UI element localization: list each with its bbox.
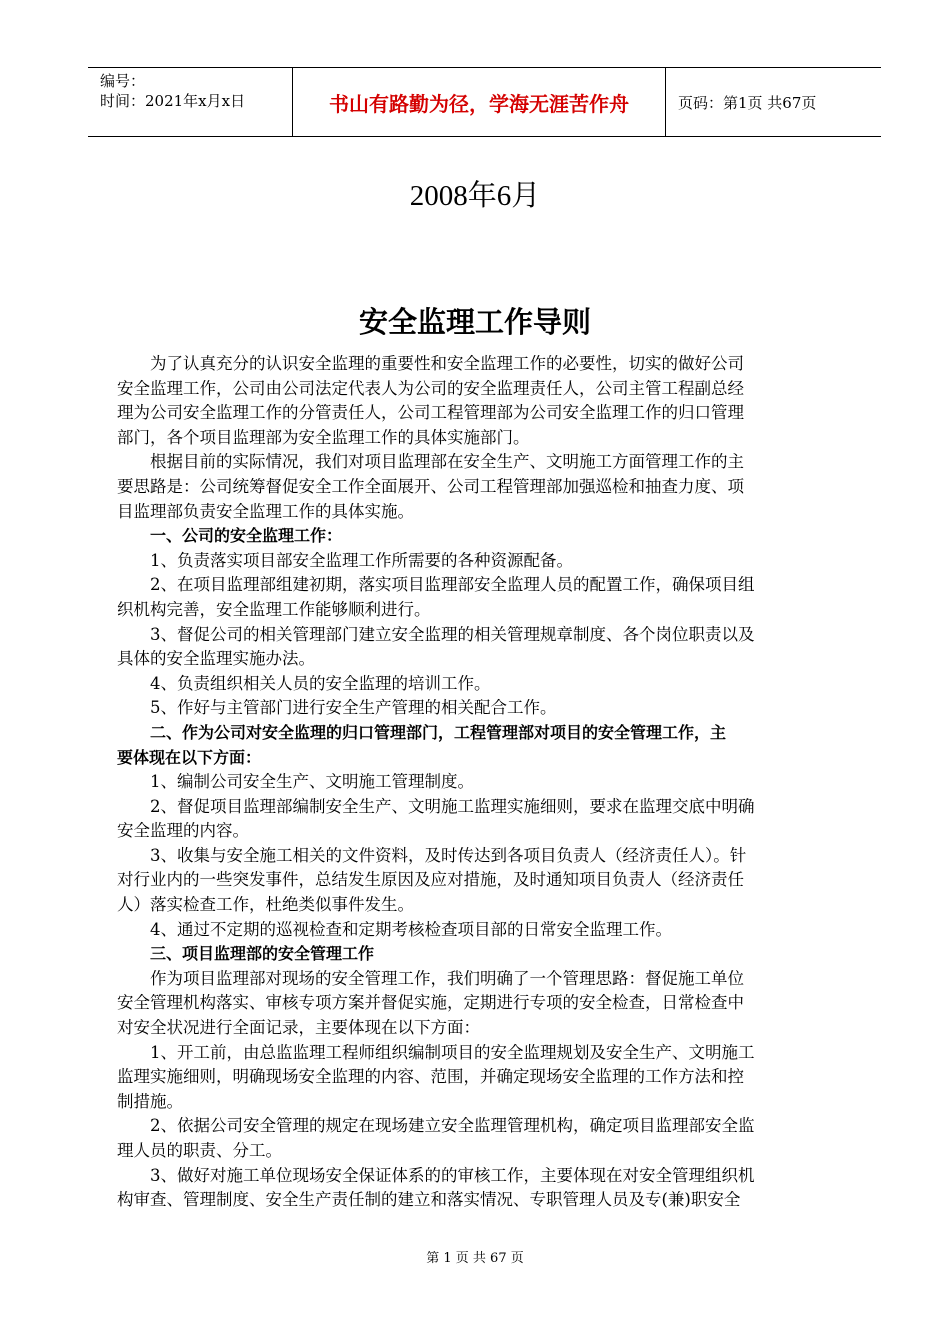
header-meta-cell xyxy=(88,68,293,136)
paragraph: 1、编制公司安全生产、文明施工管理制度。 xyxy=(150,772,474,792)
paragraph: 5、作好与主管部门进行安全生产管理的相关配合工作。 xyxy=(150,698,557,718)
paragraph: 3、收集与安全施工相关的文件资料，及时传达到各项目负责人（经济责任人）。针 对行业内的一些突发事件，总结发生原因及应对措施，及时通知项目负责人（经济责任 人）落实检查工作，杜绝类似事件发生。 xyxy=(117,845,747,915)
paragraph: 作为项目监理部对现场的安全管理工作，我们明确了一个管理思路：督促施工单位 安全管理机构落实、审核专项方案并督促实施，定期进行专项的安全检查，日常检查中 对安全状况进行全面记录，主要体现在以下方面： xyxy=(117,968,744,1038)
paragraph: 2、在项目监理部组建初期，落实项目监理部安全监理人员的配置工作，确保项目组 织机构完善，安全监理工作能够顺利进行。 xyxy=(117,575,755,619)
code-label: 编号： xyxy=(100,72,146,90)
document-body xyxy=(117,352,858,1213)
paragraph: 2、督促项目监理部编制安全生产、文明施工监理实施细则，要求在监理交底中明确 安全监理的内容。 xyxy=(117,796,755,841)
header-motto: 书山有路勤为径，学海无涯苦作舟 xyxy=(293,68,666,136)
paragraph: 1、负责落实项目部安全监理工作所需要的各种资源配备。 xyxy=(150,550,573,570)
paragraph: 3、督促公司的相关管理部门建立安全监理的相关管理规章制度、各个岗位职责以及 具体的安全监理实施办法。 xyxy=(117,624,755,669)
page-footer: 第 1 页 共 67 页 xyxy=(426,1251,524,1266)
document-date: 2008年6月 xyxy=(409,180,541,212)
time-label: 时间：2021年x月x日 xyxy=(100,92,246,110)
paragraph: 2、依据公司安全管理的规定在现场建立安全监理管理机构，确定项目监理部安全监 理人员的职责、分工。 xyxy=(117,1116,755,1160)
paragraph: 为了认真充分的认识安全监理的重要性和安全监理工作的必要性，切实的做好公司 安全监理工作，公司由公司法定代表人为公司的安全监理责任人，公司主管工程副总经 理为公司安全监理工作的分管责任人，公司工程管理部为公司安全监理工作的归口管理 部门，各个项目监理部为安全监理工作的具体实施部门。 xyxy=(117,354,744,447)
paragraph: 根据目前的实际情况，我们对项目监理部在安全生产、文明施工方面管理工作的主 要思路是：公司统筹督促安全工作全面展开、公司工程管理部加强巡检和抽查力度、项 目监理部负责安全监理工作的具体实施。 xyxy=(117,452,744,521)
paragraph: 1、开工前，由总监监理工程师组织编制项目的安全监理规划及安全生产、文明施工 监理实施细则，明确现场安全监理的内容、范围，并确定现场安全监理的工作方法和控 制措施。 xyxy=(117,1042,755,1111)
section-heading: 一、公司的安全监理工作： xyxy=(150,526,343,546)
section-heading: 三、项目监理部的安全管理工作 xyxy=(150,944,375,964)
header-page-label: 页码：第1页 共67页 xyxy=(678,93,817,112)
document-title: 安全监理工作导则 xyxy=(358,305,591,339)
paragraph: 4、通过不定期的巡视检查和定期考核检查项目部的日常安全监理工作。 xyxy=(150,919,672,939)
page-header xyxy=(88,67,881,137)
paragraph: 4、负责组织相关人员的安全监理的培训工作。 xyxy=(150,673,491,693)
section-heading: 二、作为公司对安全监理的归口管理部门，工程管理部对项目的安全管理工作，主 要体现在以下方面： xyxy=(117,722,727,767)
paragraph: 3、做好对施工单位现场安全保证体系的的审核工作，主要体现在对安全管理组织机 构审查、管理制度、安全生产责任制的建立和落实情况、专职管理人员及专(兼)职安全 xyxy=(117,1165,755,1210)
